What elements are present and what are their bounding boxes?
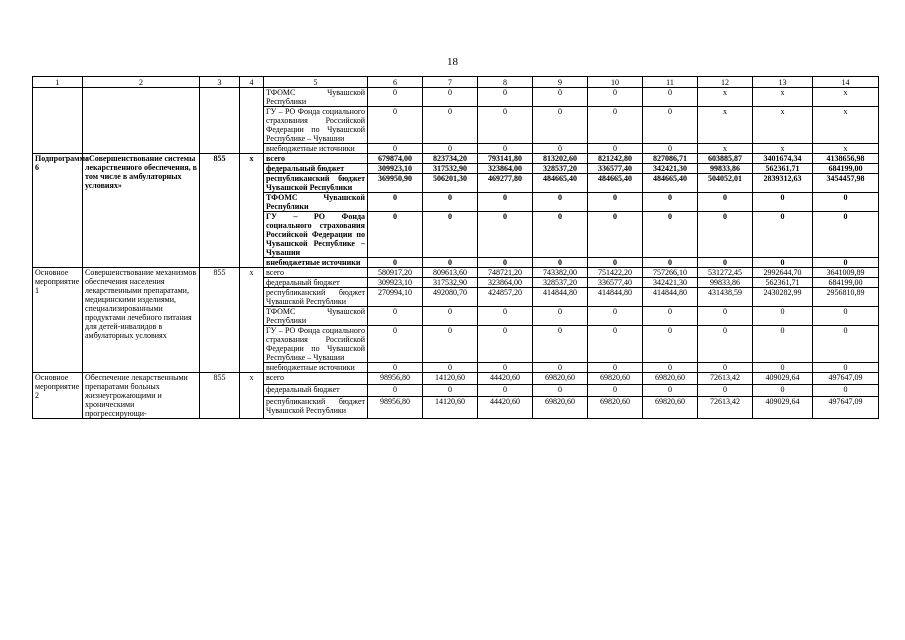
amount-cell: 0	[698, 212, 753, 258]
amount-cell: 0	[478, 307, 533, 326]
funding-source: всего	[264, 268, 368, 278]
amount-cell: 0	[368, 144, 423, 154]
funding-source: ТФОМС Чувашской Республики	[264, 193, 368, 212]
table-row	[33, 154, 879, 164]
column-header: 10	[588, 77, 643, 88]
funding-source: внебюджетные источники	[264, 258, 368, 268]
row-budget-code: x	[240, 154, 264, 268]
amount-cell: 0	[753, 307, 813, 326]
funding-source: ТФОМС Чувашской Республики	[264, 88, 368, 107]
amount-cell: 0	[643, 363, 698, 373]
amount-cell: 323864,00	[478, 278, 533, 288]
amount-cell: 431438,59	[698, 288, 753, 307]
amount-cell: 69820,60	[533, 396, 588, 418]
amount-cell: 323864,00	[478, 164, 533, 174]
row-program-code	[33, 88, 83, 154]
row-program-code: Основное мероприятие 1	[33, 268, 83, 373]
amount-cell: 0	[813, 258, 879, 268]
amount-cell: 69820,60	[643, 373, 698, 385]
amount-cell: 0	[813, 193, 879, 212]
table-row	[33, 268, 879, 278]
amount-cell: 409029,64	[753, 396, 813, 418]
amount-cell: x	[753, 144, 813, 154]
amount-cell: 0	[368, 363, 423, 373]
amount-cell: 14120,60	[423, 396, 478, 418]
amount-cell: 0	[478, 258, 533, 268]
amount-cell: 0	[698, 193, 753, 212]
amount-cell: 484665,40	[643, 174, 698, 193]
amount-cell: 0	[753, 363, 813, 373]
amount-cell: 821242,80	[588, 154, 643, 164]
funding-source: внебюджетные источники	[264, 363, 368, 373]
amount-cell: 0	[423, 107, 478, 144]
amount-cell: 0	[753, 258, 813, 268]
amount-cell: 0	[643, 258, 698, 268]
amount-cell: 0	[643, 326, 698, 363]
amount-cell: 492080,70	[423, 288, 478, 307]
amount-cell: 809613,60	[423, 268, 478, 278]
column-header: 1	[33, 77, 83, 88]
amount-cell: 0	[753, 193, 813, 212]
amount-cell: 309923,10	[368, 278, 423, 288]
amount-cell: 0	[423, 384, 478, 396]
amount-cell: 98956,80	[368, 373, 423, 385]
amount-cell: 0	[643, 88, 698, 107]
row-budget-code: x	[240, 373, 264, 419]
page-number: 18	[447, 56, 458, 68]
amount-cell: 504052,01	[698, 174, 753, 193]
amount-cell: 0	[368, 384, 423, 396]
row-budget-code: x	[240, 268, 264, 373]
amount-cell: 743382,00	[533, 268, 588, 278]
amount-cell: 72613,42	[698, 373, 753, 385]
row-program-code: Основное мероприятие 2	[33, 373, 83, 419]
column-header: 7	[423, 77, 478, 88]
amount-cell: 0	[813, 212, 879, 258]
amount-cell: 317532,90	[423, 164, 478, 174]
row-program-title	[83, 88, 200, 154]
funding-source: республиканский бюджет Чувашской Республики	[264, 396, 368, 418]
amount-cell: 2839312,63	[753, 174, 813, 193]
funding-source: ГУ – РО Фонда социального страхования Российской Федерации по Чувашской Республике – Чувашии	[264, 107, 368, 144]
amount-cell: 531272,45	[698, 268, 753, 278]
row-responsible-code: 855	[200, 268, 240, 373]
funding-source: всего	[264, 154, 368, 164]
amount-cell: 0	[368, 326, 423, 363]
amount-cell: 369950,90	[368, 174, 423, 193]
amount-cell: 342421,30	[643, 164, 698, 174]
amount-cell: 813202,60	[533, 154, 588, 164]
amount-cell: 0	[533, 107, 588, 144]
column-header: 3	[200, 77, 240, 88]
column-header: 14	[813, 77, 879, 88]
amount-cell: 0	[533, 212, 588, 258]
amount-cell: 309923,10	[368, 164, 423, 174]
amount-cell: 0	[368, 307, 423, 326]
amount-cell: 0	[813, 326, 879, 363]
amount-cell: 0	[478, 88, 533, 107]
row-program-title: «Совершенствование системы лекарственного обеспечения, в том числе в амбулаторных условиях»	[83, 154, 200, 268]
amount-cell: 0	[423, 193, 478, 212]
amount-cell: 603885,87	[698, 154, 753, 164]
amount-cell: 69820,60	[643, 396, 698, 418]
row-budget-code	[240, 88, 264, 154]
amount-cell: 0	[478, 384, 533, 396]
amount-cell: 99833,86	[698, 164, 753, 174]
column-header: 9	[533, 77, 588, 88]
amount-cell: 414844,80	[643, 288, 698, 307]
amount-cell: 0	[588, 193, 643, 212]
amount-cell: 0	[368, 212, 423, 258]
amount-cell: 342421,30	[643, 278, 698, 288]
amount-cell: x	[813, 88, 879, 107]
amount-cell: 328537,20	[533, 164, 588, 174]
amount-cell: 0	[478, 107, 533, 144]
amount-cell: 0	[533, 326, 588, 363]
amount-cell: 506201,30	[423, 174, 478, 193]
amount-cell: 14120,60	[423, 373, 478, 385]
amount-cell: 0	[588, 107, 643, 144]
column-header: 11	[643, 77, 698, 88]
amount-cell: 0	[698, 326, 753, 363]
amount-cell: 0	[643, 107, 698, 144]
amount-cell: 0	[588, 307, 643, 326]
amount-cell: 0	[478, 144, 533, 154]
table-row	[33, 373, 879, 385]
amount-cell: 0	[478, 193, 533, 212]
amount-cell: 0	[368, 258, 423, 268]
amount-cell: x	[753, 107, 813, 144]
amount-cell: 336577,40	[588, 164, 643, 174]
amount-cell: x	[698, 88, 753, 107]
row-program-title: Обеспечение лекарственными препаратами больных жизнеугрожающими и хроническими прогрессирующи-	[83, 373, 200, 419]
amount-cell: 0	[588, 384, 643, 396]
amount-cell: x	[698, 107, 753, 144]
amount-cell: 336577,40	[588, 278, 643, 288]
amount-cell: 2430282,99	[753, 288, 813, 307]
amount-cell: 0	[368, 88, 423, 107]
amount-cell: 0	[643, 212, 698, 258]
amount-cell: 98956,80	[368, 396, 423, 418]
amount-cell: 3454457,98	[813, 174, 879, 193]
amount-cell: 0	[533, 193, 588, 212]
amount-cell: 0	[423, 363, 478, 373]
amount-cell: 757266,10	[643, 268, 698, 278]
funding-source: внебюджетные источники	[264, 144, 368, 154]
amount-cell: 0	[533, 88, 588, 107]
column-header: 5	[264, 77, 368, 88]
amount-cell: 0	[423, 258, 478, 268]
amount-cell: 4138656,98	[813, 154, 879, 164]
column-header: 12	[698, 77, 753, 88]
amount-cell: 0	[813, 384, 879, 396]
amount-cell: 0	[588, 88, 643, 107]
amount-cell: 0	[813, 363, 879, 373]
row-responsible-code: 855	[200, 373, 240, 419]
amount-cell: 0	[478, 212, 533, 258]
column-header: 6	[368, 77, 423, 88]
amount-cell: 0	[588, 326, 643, 363]
funding-source: федеральный бюджет	[264, 384, 368, 396]
budget-table	[32, 76, 879, 419]
amount-cell: 0	[698, 258, 753, 268]
amount-cell: 0	[533, 144, 588, 154]
amount-cell: x	[813, 107, 879, 144]
amount-cell: 827086,71	[643, 154, 698, 164]
amount-cell: 0	[533, 363, 588, 373]
amount-cell: 751422,20	[588, 268, 643, 278]
amount-cell: 317532,90	[423, 278, 478, 288]
amount-cell: 0	[753, 326, 813, 363]
amount-cell: 270994,10	[368, 288, 423, 307]
amount-cell: 0	[698, 384, 753, 396]
amount-cell: 69820,60	[588, 373, 643, 385]
funding-source: ТФОМС Чувашской Республики	[264, 307, 368, 326]
amount-cell: 823734,20	[423, 154, 478, 164]
column-header: 8	[478, 77, 533, 88]
amount-cell: 0	[423, 144, 478, 154]
amount-cell: 469277,80	[478, 174, 533, 193]
amount-cell: 684199,00	[813, 278, 879, 288]
funding-source: федеральный бюджет	[264, 164, 368, 174]
amount-cell: 497647,09	[813, 396, 879, 418]
amount-cell: 793141,80	[478, 154, 533, 164]
funding-source: республиканский бюджет Чувашской Республики	[264, 174, 368, 193]
column-header: 13	[753, 77, 813, 88]
amount-cell: 99833,86	[698, 278, 753, 288]
amount-cell: 0	[588, 212, 643, 258]
header-row	[33, 77, 879, 88]
amount-cell: 44420,60	[478, 373, 533, 385]
amount-cell: 562361,71	[753, 164, 813, 174]
funding-source: ГУ – РО Фонда социального страхования Российской Федерации по Чувашской Республике – Чувашии	[264, 212, 368, 258]
amount-cell: 0	[588, 144, 643, 154]
amount-cell: 0	[643, 193, 698, 212]
amount-cell: 0	[753, 212, 813, 258]
amount-cell: 414844,80	[533, 288, 588, 307]
amount-cell: 328537,20	[533, 278, 588, 288]
amount-cell: 0	[813, 307, 879, 326]
amount-cell: 44420,60	[478, 396, 533, 418]
funding-source: ГУ – РО Фонда социального страхования Российской Федерации по Чувашской Республике – Чувашии	[264, 326, 368, 363]
amount-cell: 679874,00	[368, 154, 423, 164]
amount-cell: 0	[588, 363, 643, 373]
amount-cell: x	[753, 88, 813, 107]
amount-cell: 0	[643, 307, 698, 326]
amount-cell: 484665,40	[588, 174, 643, 193]
amount-cell: 0	[533, 307, 588, 326]
amount-cell: 0	[533, 384, 588, 396]
amount-cell: 0	[698, 307, 753, 326]
row-responsible-code	[200, 88, 240, 154]
table-row	[33, 88, 879, 107]
amount-cell: 69820,60	[533, 373, 588, 385]
amount-cell: 69820,60	[588, 396, 643, 418]
amount-cell: 414844,80	[588, 288, 643, 307]
amount-cell: x	[698, 144, 753, 154]
amount-cell: 0	[753, 384, 813, 396]
funding-source: всего	[264, 373, 368, 385]
amount-cell: 424857,20	[478, 288, 533, 307]
amount-cell: 3401674,34	[753, 154, 813, 164]
amount-cell: 748721,20	[478, 268, 533, 278]
amount-cell: 580917,20	[368, 268, 423, 278]
funding-source: республиканский бюджет Чувашской Республики	[264, 288, 368, 307]
column-header: 2	[83, 77, 200, 88]
amount-cell: 562361,71	[753, 278, 813, 288]
amount-cell: 0	[478, 326, 533, 363]
amount-cell: 484665,40	[533, 174, 588, 193]
amount-cell: 2992644,70	[753, 268, 813, 278]
amount-cell: 0	[588, 258, 643, 268]
amount-cell: x	[813, 144, 879, 154]
amount-cell: 0	[423, 326, 478, 363]
amount-cell: 0	[423, 88, 478, 107]
row-responsible-code: 855	[200, 154, 240, 268]
amount-cell: 3641009,89	[813, 268, 879, 278]
amount-cell: 0	[368, 193, 423, 212]
amount-cell: 0	[698, 363, 753, 373]
row-program-code: Подпрограмма 6	[33, 154, 83, 268]
column-header: 4	[240, 77, 264, 88]
amount-cell: 2956810,89	[813, 288, 879, 307]
row-program-title: Совершенствование механизмов обеспечения населения лекарственными препаратами, медицинскими изделиями, специализированными продуктами лечебного питания для детей-инвалидов в амбулаторных условиях	[83, 268, 200, 373]
amount-cell: 72613,42	[698, 396, 753, 418]
amount-cell: 497647,09	[813, 373, 879, 385]
funding-source: федеральный бюджет	[264, 278, 368, 288]
amount-cell: 0	[643, 144, 698, 154]
amount-cell: 0	[423, 307, 478, 326]
amount-cell: 0	[533, 258, 588, 268]
amount-cell: 684199,00	[813, 164, 879, 174]
amount-cell: 0	[423, 212, 478, 258]
amount-cell: 0	[478, 363, 533, 373]
amount-cell: 0	[368, 107, 423, 144]
amount-cell: 409029,64	[753, 373, 813, 385]
amount-cell: 0	[643, 384, 698, 396]
